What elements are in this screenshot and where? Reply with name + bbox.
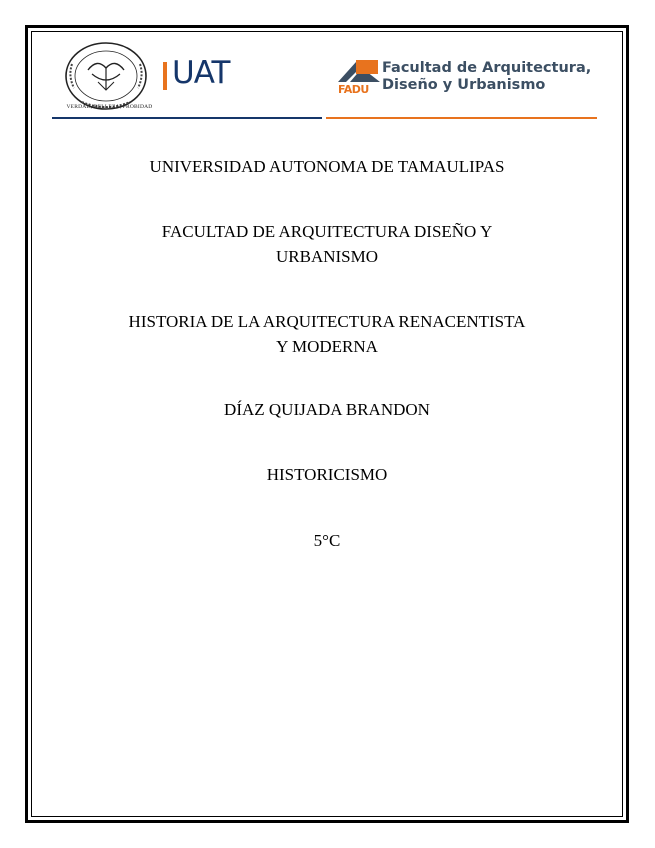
university-name-text: UNIVERSIDAD AUTONOMA DE TAMAULIPAS: [149, 157, 505, 176]
page-inner-border: [31, 31, 623, 817]
header-rule-blue: [52, 117, 322, 119]
faculty-logo-text-line2: Diseño y Urbanismo: [382, 77, 546, 93]
seal-motto: VERDAD, BELLEZA, PROBIDAD: [66, 104, 153, 110]
uat-logo: UAT: [172, 55, 230, 91]
course-name-line2: Y MODERNA: [276, 337, 378, 356]
faculty-name: [60, 219, 594, 269]
faculty-name-line2: URBANISMO: [275, 247, 379, 266]
header-rule-orange: [326, 117, 597, 119]
faculty-logo-text-line1: Facultad de Arquitectura,: [382, 60, 592, 76]
course-name-line1: HISTORIA DE LA ARQUITECTURA RENACENTISTA: [128, 312, 526, 331]
university-name: [60, 154, 594, 179]
student-name-text: DÍAZ QUIJADA BRANDON: [224, 400, 430, 419]
course-name: [60, 309, 594, 359]
faculty-name-line1: FACULTAD DE ARQUITECTURA DISEÑO Y: [161, 222, 493, 241]
group-label-text: 5°C: [313, 531, 341, 550]
fadu-logo-tag: FADU: [338, 83, 369, 96]
university-seal-icon: [62, 40, 160, 112]
student-name: [60, 397, 594, 422]
uat-logo-bar: [163, 62, 167, 90]
document-topic-text: HISTORICISMO: [266, 465, 388, 484]
group-label: [60, 528, 594, 553]
document-topic: [60, 462, 594, 487]
